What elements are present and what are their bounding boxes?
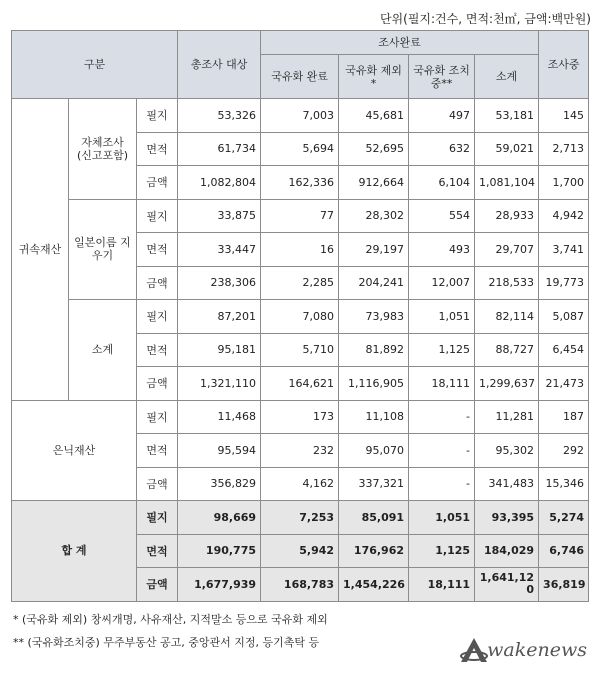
cell: 1,641,120 [475, 568, 539, 602]
cell: 36,819 [539, 568, 589, 602]
cell: 337,321 [339, 467, 409, 501]
subgroup-self-survey: 자체조사 (신고포함) [69, 99, 137, 200]
cell: 33,447 [178, 233, 261, 267]
cell: 29,707 [475, 233, 539, 267]
cell: 1,677,939 [178, 568, 261, 602]
cell: 12,007 [409, 266, 475, 300]
cell: 33,875 [178, 199, 261, 233]
cell: 632 [409, 132, 475, 166]
footnote-in-progress: ** (국유화조치중) 무주부동산 공고, 중앙관서 지정, 등기촉탁 등 [13, 636, 320, 649]
metric-label: 면적 [137, 233, 178, 267]
cell: 497 [409, 99, 475, 133]
cell: 19,773 [539, 266, 589, 300]
cell: 77 [261, 199, 339, 233]
cell: 292 [539, 434, 589, 468]
header-in-progress: 국유화 조치중** [409, 55, 475, 99]
cell: 232 [261, 434, 339, 468]
cell: 1,454,226 [339, 568, 409, 602]
cell: 29,197 [339, 233, 409, 267]
metric-label: 필지 [137, 400, 178, 434]
cell: 21,473 [539, 367, 589, 401]
cell: 1,125 [409, 534, 475, 568]
cell: 61,734 [178, 132, 261, 166]
cell: 11,281 [475, 400, 539, 434]
cell: 7,080 [261, 300, 339, 334]
cell: 5,942 [261, 534, 339, 568]
header-investigating: 조사중 [539, 31, 589, 99]
cell: 73,983 [339, 300, 409, 334]
cell: 7,253 [261, 501, 339, 535]
cell: 7,003 [261, 99, 339, 133]
group-hidden: 은닉재산 [12, 400, 137, 501]
metric-label: 필지 [137, 501, 178, 535]
logo-text: wakenews [487, 639, 587, 661]
cell: 95,302 [475, 434, 539, 468]
metric-label: 필지 [137, 199, 178, 233]
cell: 187 [539, 400, 589, 434]
cell: - [409, 400, 475, 434]
cell: 95,181 [178, 333, 261, 367]
cell: 53,326 [178, 99, 261, 133]
header-nationalized: 국유화 완료 [261, 55, 339, 99]
cell: 45,681 [339, 99, 409, 133]
cell: 2,285 [261, 266, 339, 300]
cell: 5,087 [539, 300, 589, 334]
subgroup-subtotal: 소계 [69, 300, 137, 401]
cell: 190,775 [178, 534, 261, 568]
cell: 6,746 [539, 534, 589, 568]
awakenews-a-logo-icon [459, 636, 489, 664]
cell: 88,727 [475, 333, 539, 367]
cell: 5,694 [261, 132, 339, 166]
cell: 5,710 [261, 333, 339, 367]
cell: 912,664 [339, 166, 409, 200]
cell: 176,962 [339, 534, 409, 568]
cell: 93,395 [475, 501, 539, 535]
cell: 1,700 [539, 166, 589, 200]
header-completed: 조사완료 [261, 31, 539, 55]
cell: 95,070 [339, 434, 409, 468]
cell: - [409, 467, 475, 501]
cell: 52,695 [339, 132, 409, 166]
metric-label: 금액 [137, 568, 178, 602]
group-vested: 귀속재산 [12, 99, 69, 401]
cell: 1,116,905 [339, 367, 409, 401]
cell: 341,483 [475, 467, 539, 501]
cell: 53,181 [475, 99, 539, 133]
cell: 98,669 [178, 501, 261, 535]
cell: 85,091 [339, 501, 409, 535]
cell: 11,108 [339, 400, 409, 434]
cell: 15,346 [539, 467, 589, 501]
group-total: 합 계 [12, 501, 137, 602]
header-total-target: 총조사 대상 [178, 31, 261, 99]
cell: 4,942 [539, 199, 589, 233]
metric-label: 금액 [137, 266, 178, 300]
metric-label: 면적 [137, 534, 178, 568]
cell: 82,114 [475, 300, 539, 334]
cell: 4,162 [261, 467, 339, 501]
header-subtotal: 소계 [475, 55, 539, 99]
cell: 59,021 [475, 132, 539, 166]
cell: 184,029 [475, 534, 539, 568]
cell: 554 [409, 199, 475, 233]
cell: 1,051 [409, 501, 475, 535]
metric-label: 면적 [137, 132, 178, 166]
cell: 356,829 [178, 467, 261, 501]
cell: 238,306 [178, 266, 261, 300]
metric-label: 금액 [137, 467, 178, 501]
cell: - [409, 434, 475, 468]
metric-label: 필지 [137, 99, 178, 133]
metric-label: 금액 [137, 367, 178, 401]
cell: 162,336 [261, 166, 339, 200]
cell: 81,892 [339, 333, 409, 367]
cell: 173 [261, 400, 339, 434]
subgroup-japanese-names: 일본이름 지우기 [69, 199, 137, 300]
cell: 3,741 [539, 233, 589, 267]
cell: 1,125 [409, 333, 475, 367]
cell: 87,201 [178, 300, 261, 334]
cell: 18,111 [409, 568, 475, 602]
cell: 168,783 [261, 568, 339, 602]
header-division: 구분 [12, 31, 178, 99]
cell: 18,111 [409, 367, 475, 401]
cell: 2,713 [539, 132, 589, 166]
cell: 145 [539, 99, 589, 133]
header-excluded: 국유화 제외* [339, 55, 409, 99]
awakenews-logo [459, 636, 587, 664]
cell: 204,241 [339, 266, 409, 300]
cell: 11,468 [178, 400, 261, 434]
property-survey-table [11, 30, 589, 602]
cell: 5,274 [539, 501, 589, 535]
cell: 493 [409, 233, 475, 267]
cell: 95,594 [178, 434, 261, 468]
cell: 28,933 [475, 199, 539, 233]
metric-label: 면적 [137, 333, 178, 367]
metric-label: 금액 [137, 166, 178, 200]
metric-label: 면적 [137, 434, 178, 468]
cell: 1,299,637 [475, 367, 539, 401]
unit-note: 단위(필지:건수, 면적:천㎡, 금액:백만원) [379, 12, 591, 26]
cell: 164,621 [261, 367, 339, 401]
footnote-excluded: * (국유화 제외) 창씨개명, 사유재산, 지적말소 등으로 국유화 제외 [13, 613, 328, 626]
cell: 28,302 [339, 199, 409, 233]
cell: 1,051 [409, 300, 475, 334]
cell: 1,321,110 [178, 367, 261, 401]
metric-label: 필지 [137, 300, 178, 334]
cell: 16 [261, 233, 339, 267]
cell: 6,104 [409, 166, 475, 200]
cell: 1,082,804 [178, 166, 261, 200]
cell: 218,533 [475, 266, 539, 300]
cell: 6,454 [539, 333, 589, 367]
cell: 1,081,104 [475, 166, 539, 200]
